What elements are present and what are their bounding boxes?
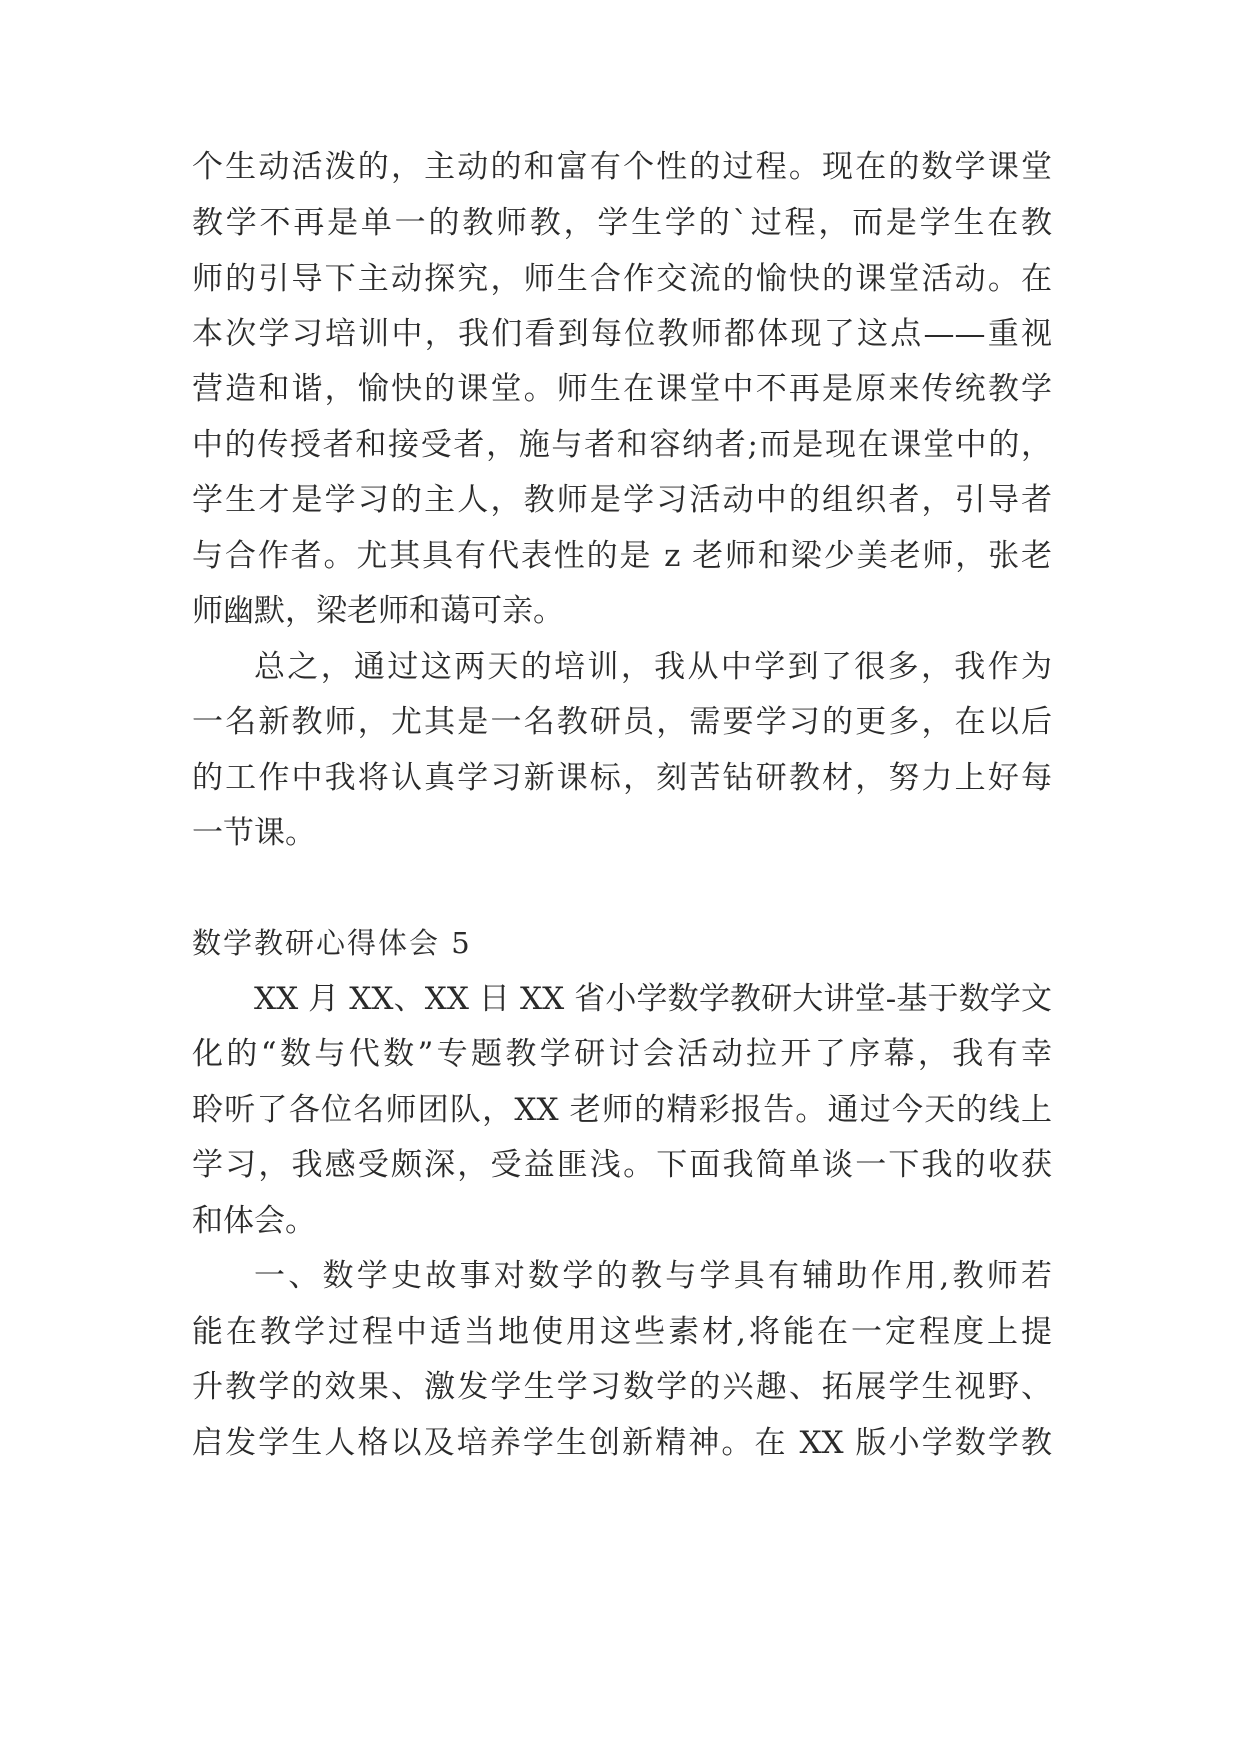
text-line: 教学不再是单一的教师教，学生学的`过程，而是学生在教	[192, 205, 1052, 241]
text-line: 师的引导下主动探究，师生合作交流的愉快的课堂活动。在	[192, 261, 1052, 297]
text-line: 学习，我感受颇深，受益匪浅。下面我简单谈一下我的收获	[192, 1147, 1052, 1183]
text-line: XX 月 XX、XX 日 XX 省小学数学教研大讲堂-基于数学文	[254, 981, 1052, 1017]
text-line: 聆听了各位名师团队，XX 老师的精彩报告。通过今天的线上	[192, 1092, 1052, 1128]
text-line: 能在教学过程中适当地使用这些素材,将能在一定程度上提	[192, 1314, 1052, 1350]
text-line: 总之，通过这两天的培训，我从中学到了很多，我作为	[254, 649, 1052, 685]
text-line: 与合作者。尤其具有代表性的是 z 老师和梁少美老师，张老	[192, 538, 1052, 574]
text-line: 启发学生人格以及培养学生创新精神。在 XX 版小学数学教	[192, 1425, 1052, 1461]
text-line: 中的传授者和接受者，施与者和容纳者;而是现在课堂中的，	[192, 427, 1052, 463]
text-line: 一节课。	[192, 815, 316, 851]
text-line: 化的“数与代数”专题教学研讨会活动拉开了序幕，我有幸	[192, 1036, 1052, 1072]
text-line: 学生才是学习的主人，教师是学习活动中的组织者，引导者	[192, 482, 1052, 518]
text-line: 的工作中我将认真学习新课标，刻苦钻研教材，努力上好每	[192, 760, 1052, 796]
text-line: 和体会。	[192, 1203, 316, 1239]
text-line: 师幽默，梁老师和蔼可亲。	[192, 593, 564, 629]
text-line: 升教学的效果、激发学生学习数学的兴趣、拓展学生视野、	[192, 1369, 1052, 1405]
text-line: 一名新教师，尤其是一名教研员，需要学习的更多，在以后	[192, 704, 1052, 740]
section-heading: 数学教研心得体会 5	[192, 926, 472, 960]
text-line: 一、数学史故事对数学的教与学具有辅助作用,教师若	[254, 1258, 1052, 1294]
text-line: 本次学习培训中，我们看到每位教师都体现了这点——重视	[192, 316, 1052, 352]
text-line: 营造和谐，愉快的课堂。师生在课堂中不再是原来传统教学	[192, 371, 1052, 407]
text-line: 个生动活泼的，主动的和富有个性的过程。现在的数学课堂	[192, 149, 1052, 185]
